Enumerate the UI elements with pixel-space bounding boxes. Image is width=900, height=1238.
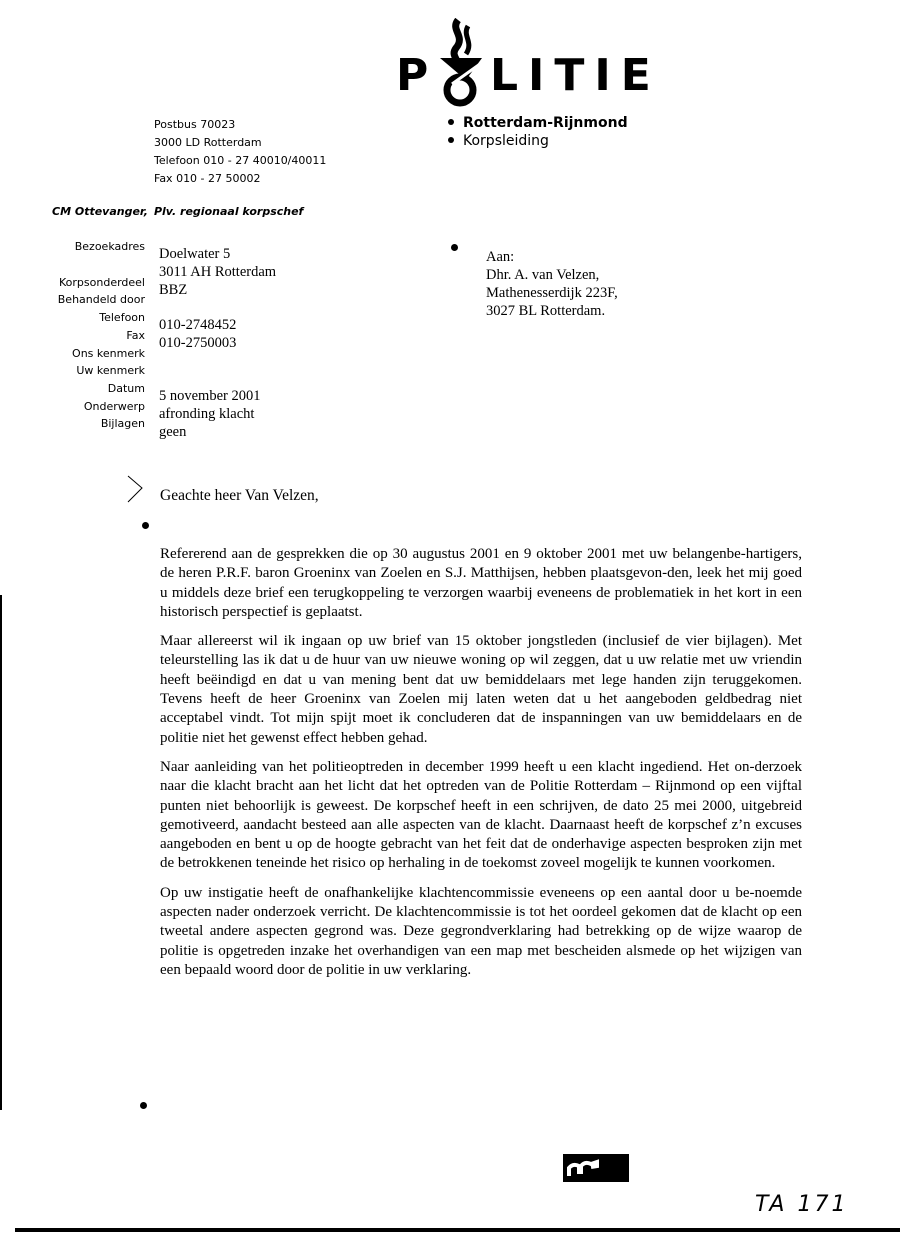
- paragraph: Refererend aan de gesprekken die op 30 augustus 2001 en 9 oktober 2001 met uw belangenbe-hartigers, de heren P.R.F. baron Groeninx van Zoelen en S.J. Matthijsen, hebben plaatsgevon-den, leek het mij goed u middels deze brief een terugkoppeling te verzorgen waarbij eveneens de problematiek in het kort in een historisch perspectief is geplaatst.: [160, 546, 802, 620]
- label-onderwerp: Onderwerp: [83, 400, 145, 413]
- signatory-role: Plv. regionaal korpschef: [153, 205, 304, 218]
- signatory: [52, 205, 303, 218]
- label-korpsonderdeel: Korpsonderdeel: [59, 276, 145, 289]
- value-bijlagen: geen: [159, 424, 187, 440]
- signatory-name: CM Ottevanger,: [52, 205, 148, 218]
- paragraph: Op uw instigatie heeft de onafhankelijke klachtencommissie eveneens op een aantal door u be-noemde aspecten nader onderzoek verricht. De klachtencommissie is tot het oordeel gekomen dat de klacht op een tweetal andere aspecten gegrond was. Deze gegrondverklaring had betrekking op de wijze waarop de politie is opgetreden inzake het overhandigen van een map met bescheiden alsmede op het wijzigen van een bepaald woord door de politie in uw verklaring.: [160, 884, 802, 978]
- label-behandeld-door: Behandeld door: [57, 293, 145, 306]
- addressee-line: Dhr. A. van Velzen,: [486, 267, 600, 283]
- bullet-icon: [448, 137, 454, 143]
- salutation: Geachte heer Van Velzen,: [160, 487, 319, 504]
- politie-logo: [396, 40, 661, 115]
- value-onderwerp: afronding klacht: [159, 406, 255, 422]
- label-bijlagen: Bijlagen: [100, 417, 145, 430]
- logo-word-litie: LITIE: [490, 50, 661, 101]
- label-ons-kenmerk: Ons kenmerk: [72, 347, 145, 360]
- fold-mark-icon: [140, 1102, 147, 1109]
- police-emblem-icon: [436, 18, 486, 108]
- label-telefoon: Telefoon: [99, 311, 145, 324]
- addressee-line: Aan:: [486, 249, 515, 265]
- chevron-right-icon: [126, 474, 146, 504]
- paragraph: Naar aanleiding van het politieoptreden in december 1999 heeft u een klacht ingediend. Het on-derzoek naar die klacht bracht aan het licht dat het optreden van de Politie Rotterdam – Rijnmond op een vijftal punten niet behoorlijk is geweest. De korpschef heeft in een schrijven, de dato 25 mei 2000, uitgebreid gemotiveerd, aandacht besteed aan alle aspecten van de klacht. Daarnaast heeft de korpschef z’n excuses aangeboden en bent u op de hoogte gebracht van het feit dat de onderhavige aspecten besproken zijn met de betrokkenen teneinde het risico op herhaling in de toekomst zoveel mogelijk te kunnen voorkomen.: [160, 758, 802, 872]
- label-datum: Datum: [107, 382, 145, 395]
- postal-line: Postbus 70023: [154, 118, 236, 131]
- department-name: Korpsleiding: [463, 133, 549, 149]
- region-name: Rotterdam-Rijnmond: [463, 115, 628, 131]
- value-korpsonderdeel: BBZ: [159, 282, 188, 298]
- bullet-icon: [448, 119, 454, 125]
- fold-mark-icon: [142, 522, 149, 529]
- region-line: [448, 114, 628, 132]
- paragraph: Maar allereerst wil ik ingaan op uw brief van 15 oktober jongstleden (inclusief de vier bijlagen). Met teleurstelling las ik dat u de huur van uw nieuwe woning op wil zeggen, dat u uw relatie met uw vriendin heeft beëindigd en dat u van mening bent dat uw bemiddelaars met lege handen zijn teruggekomen. Tevens heeft de heer Groeninx van Zoelen mij laten weten dat u het aangeboden geldbedrag niet acceptabel vindt. Tot mijn spijt moet ik concluderen dat de inspanningen van uw bemiddelaars en de politie niet het gewenst effect hebben gehad.: [160, 633, 802, 746]
- addressee-line: Mathenesserdijk 223F,: [486, 285, 618, 301]
- addressee-block: [486, 248, 618, 320]
- value-datum: 5 november 2001: [159, 388, 261, 404]
- value-fax: 010-2750003: [159, 335, 237, 351]
- scan-left-edge: [0, 595, 2, 1110]
- logo-letter-p: P: [396, 50, 439, 101]
- postal-line: Telefoon 010 - 27 40010/40011: [154, 154, 327, 167]
- fold-mark-icon: [451, 244, 458, 251]
- value-bezoekadres-line2: 3011 AH Rotterdam: [159, 264, 277, 280]
- scan-bottom-edge: [15, 1228, 900, 1232]
- letter-body: [160, 545, 802, 990]
- label-uw-kenmerk: Uw kenmerk: [76, 364, 145, 377]
- postal-address: [154, 116, 326, 188]
- value-telefoon: 010-2748452: [159, 317, 237, 333]
- addressee-line: 3027 BL Rotterdam.: [486, 303, 606, 319]
- postal-line: 3000 LD Rotterdam: [154, 136, 262, 149]
- label-bezoekadres: Bezoekadres: [74, 240, 145, 253]
- department-line: [448, 132, 549, 150]
- value-bezoekadres-line1: Doelwater 5: [159, 246, 231, 262]
- footer-logo-block: [563, 1154, 629, 1182]
- handwritten-note: TA 171: [755, 1192, 849, 1217]
- label-fax: Fax: [126, 329, 145, 342]
- footer-brand-icon: [563, 1154, 629, 1182]
- postal-line: Fax 010 - 27 50002: [154, 172, 261, 185]
